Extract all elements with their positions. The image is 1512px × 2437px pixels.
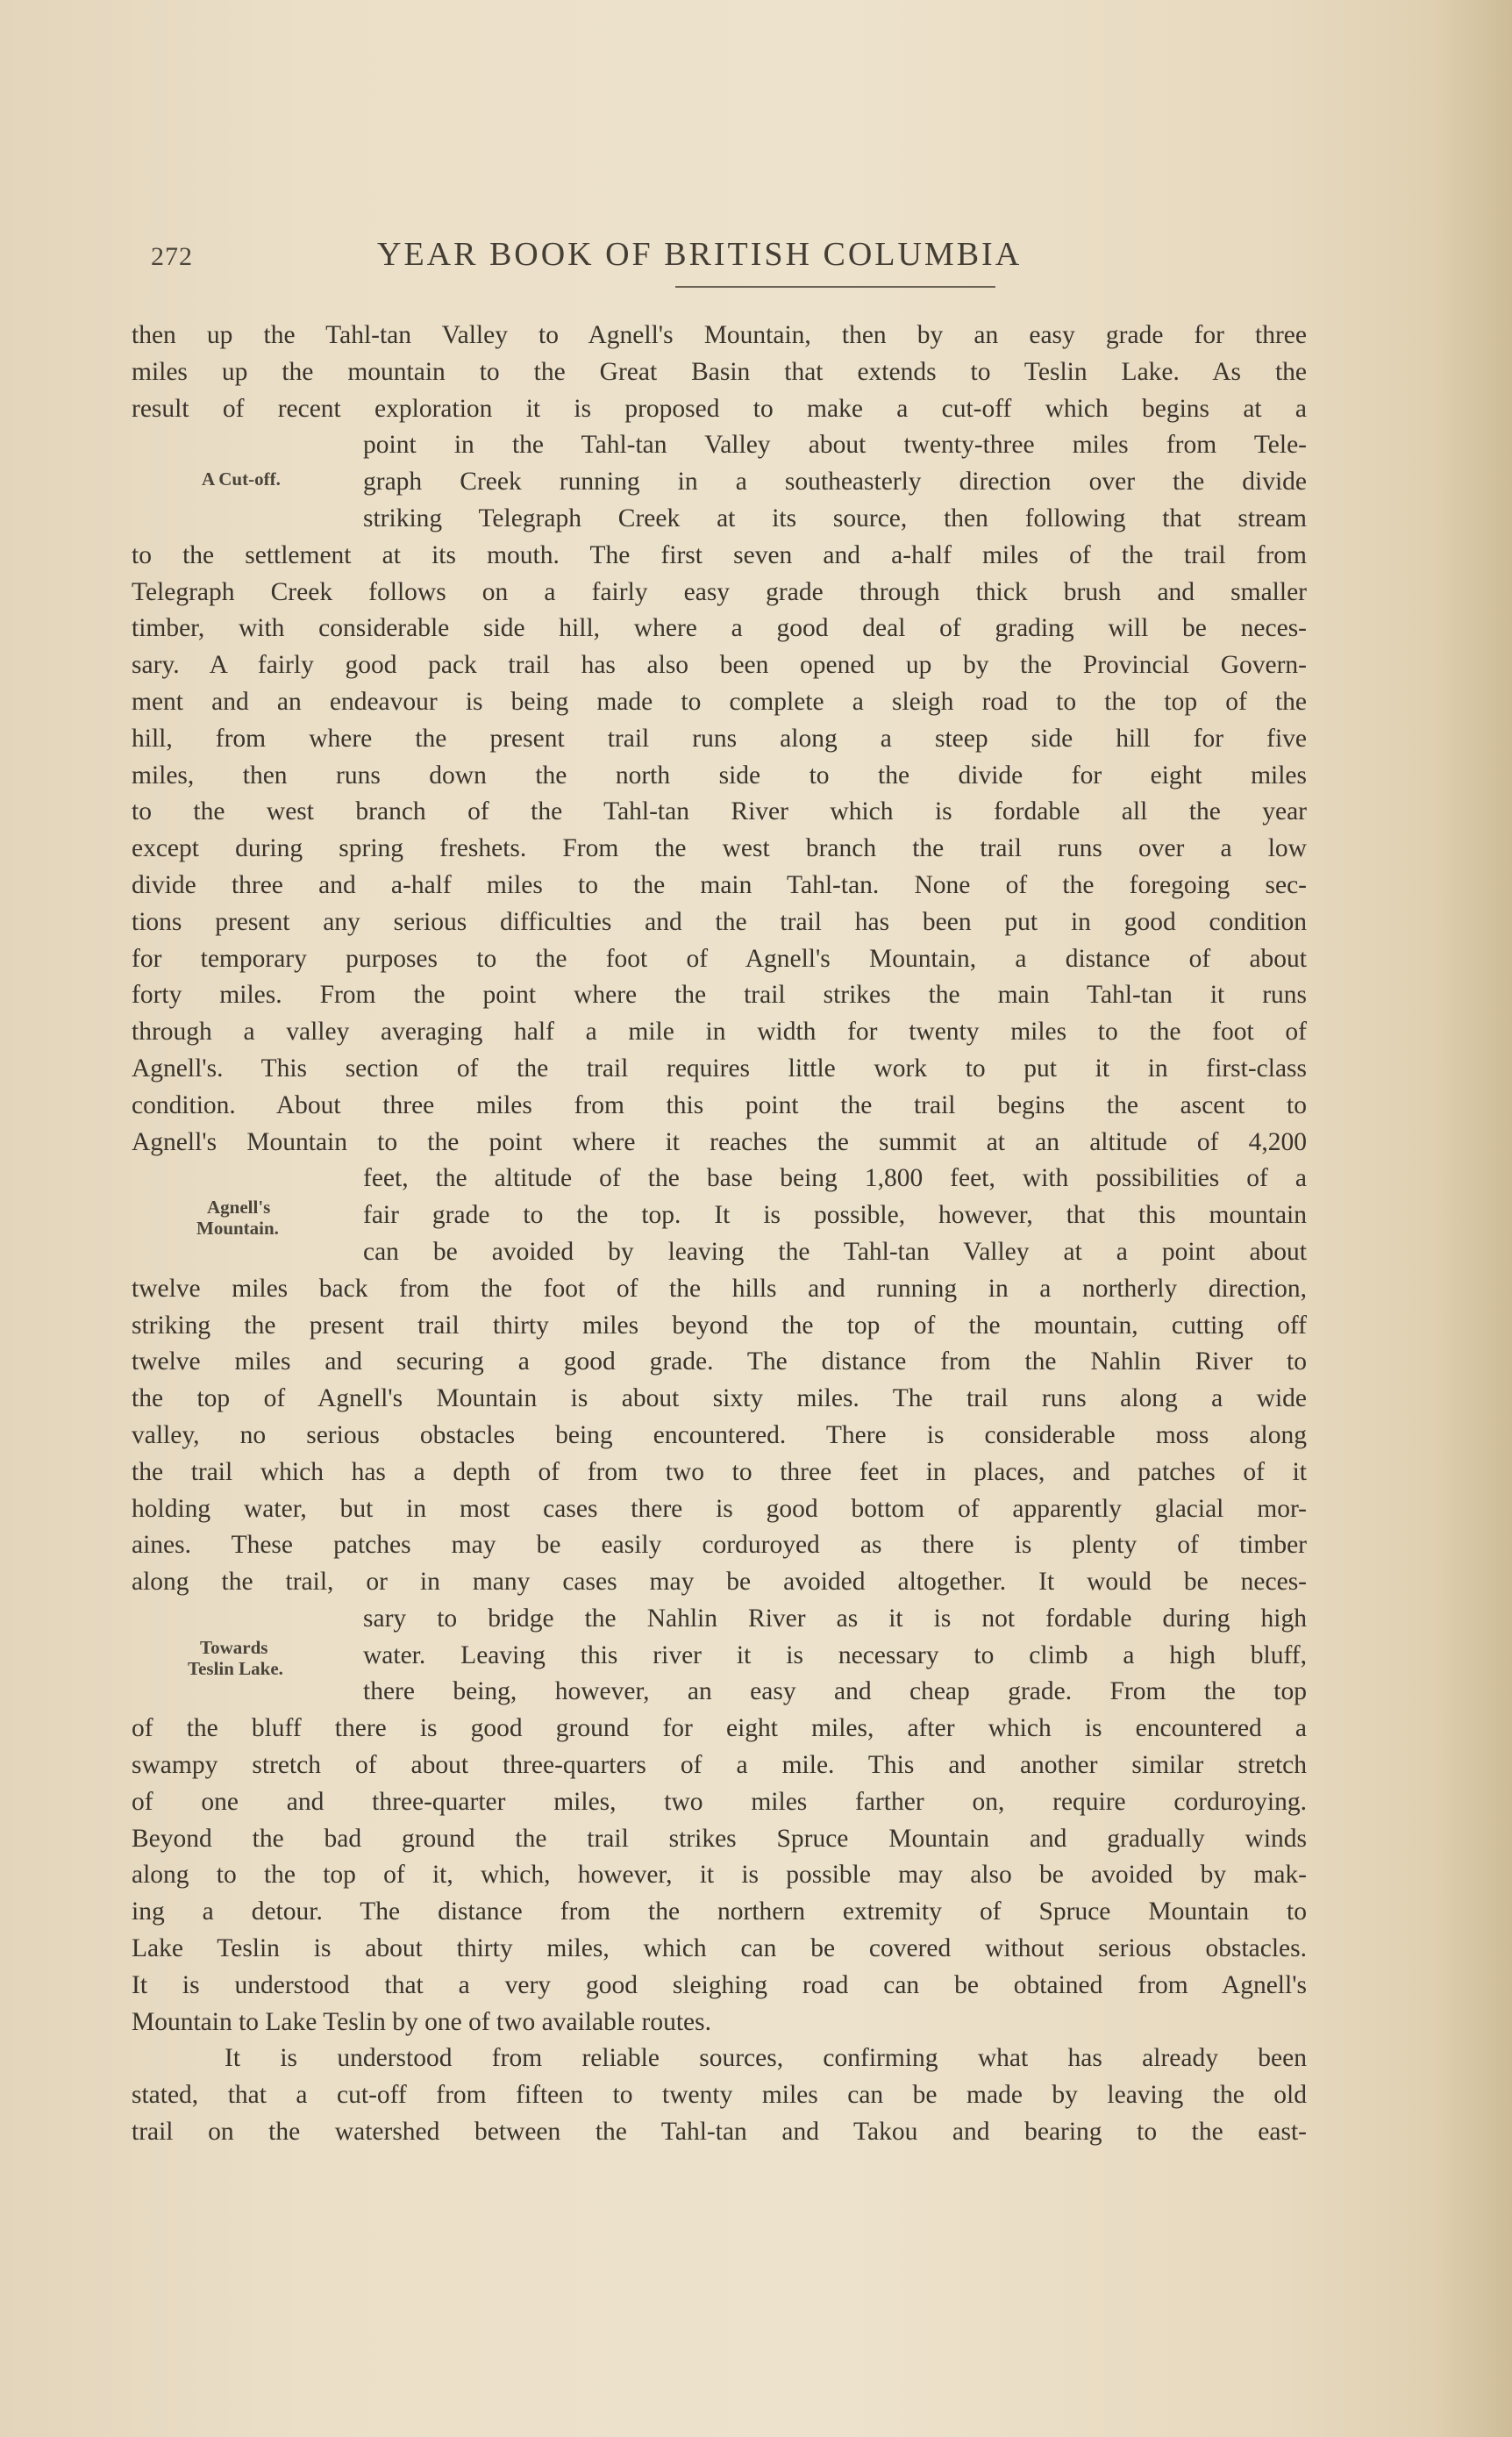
text-line: to the west branch of the Tahl-tan River which is fordable all the year [132,797,1307,826]
text-line: miles, then runs down the north side to the divide for eight miles [132,761,1307,790]
text-line: forty miles. From the point where the trail strikes the main Tahl-tan it runs [132,981,1307,1010]
text-line: miles up the mountain to the Great Basin that extends to Teslin Lake. As the [132,357,1307,386]
text-line: striking the present trail thirty miles beyond the top of the mountain, cutting off [132,1311,1307,1340]
text-line: for temporary purposes to the foot of Agnell's Mountain, a distance of about [132,944,1307,973]
text-line: the trail which has a depth of from two to three feet in places, and patches of it [132,1457,1307,1486]
running-head: YEAR BOOK OF BRITISH COLUMBIA [377,236,1023,273]
sidenote-agnells-mountain: Agnell's Mountain. [196,1197,279,1239]
text-line: feet, the altitude of the base being 1,800 feet, with possibilities of a [363,1164,1307,1193]
page-edge-shadow [1433,0,1512,2437]
text-line: ment and an endeavour is being made to complete a sleigh road to the top of the [132,687,1307,716]
page-header [151,233,1309,277]
text-line: Telegraph Creek follows on a fairly easy grade through thick brush and smaller [132,577,1307,606]
text-line: hill, from where the present trail runs along a steep side hill for five [132,724,1307,753]
text-line: through a valley averaging half a mile in width for twenty miles to the foot of [132,1018,1307,1047]
text-line: Mountain to Lake Teslin by one of two available routes. [132,2007,711,2036]
text-line: to the settlement at its mouth. The first seven and a-half miles of the trail from [132,540,1307,569]
text-line: It is understood from reliable sources, confirming what has already been [225,2044,1307,2073]
text-line: condition. About three miles from this point the trail begins the ascent to [132,1090,1307,1119]
text-line: result of recent exploration it is proposed to make a cut-off which begins at a [132,394,1307,423]
text-line: twelve miles back from the foot of the hills and running in a northerly direction, [132,1274,1307,1303]
text-line: trail on the watershed between the Tahl-tan and Takou and bearing to the east- [132,2118,1307,2147]
header-rule [675,286,995,288]
text-line: Agnell's Mountain to the point where it reaches the summit at an altitude of 4,200 [132,1127,1307,1156]
sidenote-cut-off: A Cut-off. [202,468,281,490]
text-line: valley, no serious obstacles being encountered. There is considerable moss along [132,1420,1307,1449]
text-line: fair grade to the top. It is possible, however, that this mountain [363,1201,1307,1230]
text-line: Agnell's. This section of the trail requires little work to put it in first-class [132,1054,1307,1083]
text-line: stated, that a cut-off from fifteen to twenty miles can be made by leaving the old [132,2081,1307,2110]
text-line: of one and three-quarter miles, two miles farther on, require corduroying. [132,1787,1307,1816]
page-number: 272 [151,242,193,271]
text-line: aines. These patches may be easily corduroyed as there is plenty of timber [132,1531,1307,1560]
text-line: swampy stretch of about three-quarters of a mile. This and another similar stretch [132,1751,1307,1780]
text-line: Beyond the bad ground the trail strikes Spruce Mountain and gradually winds [132,1824,1307,1853]
text-line: sary to bridge the Nahlin River as it is not fordable during high [363,1604,1307,1633]
text-line: ing a detour. The distance from the northern extremity of Spruce Mountain to [132,1897,1307,1926]
text-line: there being, however, an easy and cheap grade. From the top [363,1677,1307,1706]
text-line: Lake Teslin is about thirty miles, which can be covered without serious obstacles. [132,1934,1307,1963]
text-line: striking Telegraph Creek at its source, then following that stream [363,504,1307,532]
text-line: can be avoided by leaving the Tahl-tan Valley at a point about [363,1237,1307,1266]
text-line: divide three and a-half miles to the main Tahl-tan. None of the foregoing sec- [132,870,1307,899]
text-line: then up the Tahl-tan Valley to Agnell's Mountain, then by an easy grade for three [132,321,1307,349]
text-line: of the bluff there is good ground for eight miles, after which is encountered a [132,1714,1307,1743]
text-line: holding water, but in most cases there is good bottom of apparently glacial mor- [132,1494,1307,1523]
text-line: twelve miles and securing a good grade. The distance from the Nahlin River to [132,1347,1307,1376]
text-line: point in the Tahl-tan Valley about twenty-three miles from Tele- [363,431,1307,460]
text-line: It is understood that a very good sleighing road can be obtained from Agnell's [132,1970,1307,1999]
text-line: sary. A fairly good pack trail has also been opened up by the Provincial Govern- [132,651,1307,680]
text-line: water. Leaving this river it is necessary to climb a high bluff, [363,1640,1307,1669]
text-line: graph Creek running in a southeasterly direction over the divide [363,468,1307,497]
text-line: along the trail, or in many cases may be avoided altogether. It would be neces- [132,1568,1307,1597]
text-line: along to the top of it, which, however, it is possible may also be avoided by mak- [132,1861,1307,1890]
text-line: tions present any serious difficulties and the trail has been put in good condition [132,907,1307,936]
text-line: timber, with considerable side hill, where a good deal of grading will be neces- [132,614,1307,643]
body-text [132,318,1307,2151]
text-line: except during spring freshets. From the west branch the trail runs over a low [132,834,1307,863]
sidenote-towards-teslin-lake: Towards Teslin Lake. [188,1637,283,1679]
text-line: the top of Agnell's Mountain is about sixty miles. The trail runs along a wide [132,1384,1307,1413]
